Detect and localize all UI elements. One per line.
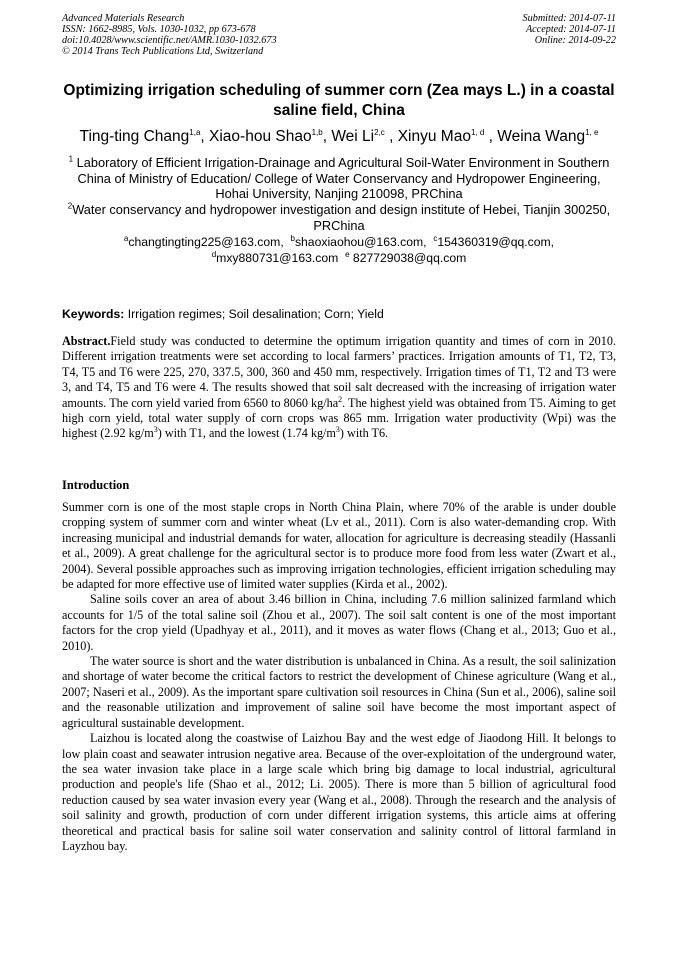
abstract-text: . The highest yield was obtained from T5. Aiming to get high corn yield, total water supply of corn crops was 865 mm. Irrigation water productivity (Wpi) was the highest (2.92 kg/m xyxy=(62,395,616,441)
journal-name: Advanced Materials Research xyxy=(62,13,185,24)
email-link[interactable]: 154360319@qq.com, xyxy=(437,235,555,249)
abstract-text: ) with T1, and the lowest (1.74 kg/m xyxy=(157,426,336,441)
email-sup: a xyxy=(123,233,129,243)
paragraph: The water source is short and the water distribution is unbalanced in China. As a result, the soil salinization and shortage of water become the critical factors to restrict the development of Chinese agriculture (Wang et al., 2007; Naseri et al., 2009). As the important spare cultivation soil resources in China (Sun et al., 2006), saline soil and the reasonable utilization and improvement of saline soil have become the most important aspect of agricultural sustainable development. xyxy=(62,654,616,730)
author-name: Ting-ting Chang xyxy=(79,128,190,145)
abstract-sup: 2 xyxy=(338,394,343,404)
online-date: Online: 2014-09-22 xyxy=(534,35,616,46)
abstract-sup: 3 xyxy=(335,425,340,435)
email-link[interactable]: shaoxiaohou@163.com, xyxy=(294,235,427,249)
paragraph: Laizhou is located along the coastwise of Laizhou Bay and the west edge of Jiaodong Hill. It belongs to low plain coast and seawater intrusion negative area. Because of the over-exploitation of the underground water, the sea water invasion take place in a large scale which bring big damage to local industrial, agricultural production and people's life (Shao et al., 2012; Li. 2005). There is more than 5 billion of agricultural food reduction caused by sea water invasion every year (Wang et al., 2008). Through the research and the analysis of soil salinity and growth, production of corn under different irrigation systems, this article aims at offering theoretical and practical basis for saline soil water conservation and salinity control of littoral farmland in Layzhou bay. xyxy=(62,731,616,853)
email-line-1 xyxy=(62,235,616,251)
copyright-line: © 2014 Trans Tech Publications Ltd, Switzerland xyxy=(62,46,264,57)
submitted-date: Submitted: 2014-07-11 xyxy=(522,13,616,24)
paper-title: Optimizing irrigation scheduling of summer corn (Zea mays L.) in a coastal saline field, China xyxy=(63,82,615,119)
author-name: Xinyu Mao xyxy=(397,128,471,145)
dates-header xyxy=(523,13,616,46)
affiliation-sup: 2 xyxy=(67,201,73,211)
introduction-body xyxy=(62,500,616,854)
doi-line: doi:10.4028/www.scientific.net/AMR.1030-1032.673 xyxy=(62,35,277,46)
author-list: Ting-ting Chang$^{1,a}$, Xiao-hou Shao$^{1,b}$, Wei Li$^{2,c}$ , Xinyu Mao$^{1, d}$ , Weina Wang$^{1, e}$ xyxy=(79,127,599,145)
email-link[interactable]: 827729038@qq.com xyxy=(352,250,467,265)
author-sup: 1, d xyxy=(470,127,485,137)
email-sup: b xyxy=(290,233,295,243)
affiliation-2 xyxy=(62,202,616,233)
paragraph: Summer corn is one of the most staple crops in North China Plain, where 70% of the arable is under double cropping system of summer corn and winter wheat (Lv et al., 2011). Corn is also water-demanding crop. With increasing municipal and industrial demands for water, allocation for agriculture is decreasing steadily (Hassanli et al., 2009). A great challenge for the agricultural sector is to produce more food from less water (Zwart et al., 2004). Several possible approaches such as improving irrigation technologies, efficient irrigation scheduling may be adapted for more effective use of limited water supplies (Kirda et al., 2002). xyxy=(62,500,616,592)
email-link[interactable]: changtingting225@163.com, xyxy=(128,235,284,249)
email-sup: d xyxy=(211,249,217,259)
abstract-text: ) with T6. xyxy=(339,426,389,441)
keywords-text: Irrigation regimes; Soil desalination; Corn; Yield xyxy=(127,307,384,321)
affiliation-sup: 1 xyxy=(68,154,74,164)
author-sup: 2,c xyxy=(374,127,385,137)
keywords xyxy=(62,307,616,322)
author-name: Xiao-hou Shao xyxy=(209,128,312,145)
author-sup: 1, e xyxy=(585,127,599,137)
paragraph: Saline soils cover an area of about 3.46 billion in China, including 7.6 million salinized farmland which accounts for 1/5 of the total saline soil (Zhou et al., 2007). The soil salt content is one of the most important factors for the crop yield (Upadhyay et al., 2011), and it moves as water flows (Chang et al., 2013; Guo et al., 2010). xyxy=(62,592,616,653)
section-heading: Introduction xyxy=(62,478,130,492)
accepted-date: Accepted: 2014-07-11 xyxy=(525,24,616,35)
keywords-label: Keywords: xyxy=(62,307,125,321)
author-name: Weina Wang xyxy=(497,128,586,145)
email-sup: e xyxy=(345,249,350,259)
abstract-text: Field study was conducted to determine the optimum irrigation quantity and times of corn in 2010. Different irrigation treatments were set according to local farmers’ practices. Irrigation amounts of T1, T2, T3, T4, T5 and T6 were 225, 270, 337.5, 300, 360 and 450 mm, respectively. Irrigation times of T1, T2 and T3 were 3, and T4, T5 and T6 were 4. The results showed that soil salt decreased with the increasing of irrigation water amounts. The corn yield varied from 6560 to 8060 kg/ha xyxy=(62,334,616,410)
email-line-2 xyxy=(62,251,616,267)
email-link[interactable]: mxy880731@163.com xyxy=(216,250,339,265)
abstract-sup: 3 xyxy=(153,425,158,435)
author-name: Wei Li xyxy=(331,128,375,145)
abstract-label: Abstract. xyxy=(62,334,111,348)
email-sup: c xyxy=(433,233,438,243)
abstract xyxy=(62,334,616,442)
affiliation-text: Laboratory of Efficient Irrigation-Drainage and Agricultural Soil-Water Environment in Southern China of Ministry of Education/ College of Water Conservancy and Hydropower Engineering, Hohai University, Nanjing 210098, PRChina xyxy=(76,155,610,201)
author-sup: 1,b xyxy=(311,127,323,137)
issn-line: ISSN: 1662-8985, Vols. 1030-1032, pp 673-678 xyxy=(62,24,256,35)
email-list xyxy=(62,235,616,266)
author-sup: 1,a xyxy=(189,127,201,137)
affiliation-text: Water conservancy and hydropower investigation and design institute of Hebei, Tianjin 300250, PRChina xyxy=(72,202,611,233)
journal-header xyxy=(62,13,277,57)
affiliation-1 xyxy=(62,155,616,202)
